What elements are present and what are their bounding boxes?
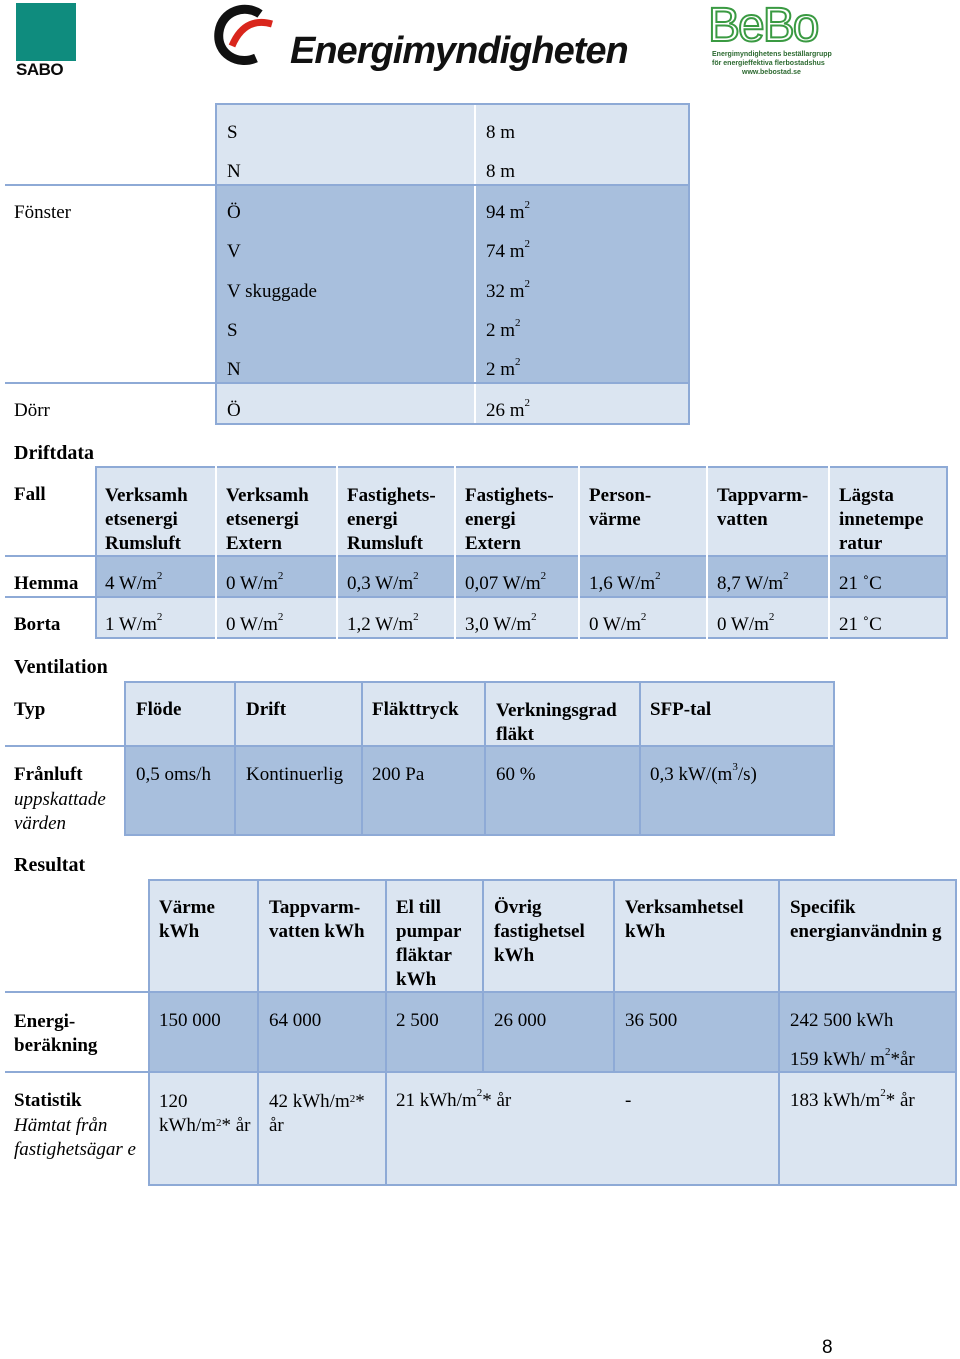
- window-value-4: [486, 238, 531, 263]
- driftdata-borta-cell-5-sup: 2: [640, 611, 647, 623]
- driftdata-header-fastighet-rumsluft: Fastighets- energi Rumsluft: [347, 485, 436, 554]
- window-value-4-sup: 2: [524, 238, 531, 250]
- resultat-stat-el-ovrig: [396, 1087, 512, 1112]
- door-value-sup: 2: [524, 397, 531, 409]
- window-dir-4: V: [227, 241, 241, 262]
- resultat-stat-el-ovrig-sup: 2: [476, 1087, 483, 1099]
- window-value-7-text: 2 m: [486, 359, 516, 380]
- resultat-energi-specifik-sup: 2: [885, 1046, 891, 1058]
- ventilation-sfp-value: [650, 761, 757, 786]
- resultat-header-verksamhetsel: Verksamhetsel kWh: [625, 897, 744, 942]
- window-value-7: [486, 356, 521, 381]
- driftdata-borta-cell-1: [105, 611, 163, 636]
- dorr-top-line: [5, 382, 690, 384]
- driftdata-header-verksamhet-rumsluft: Verksamh etsenergi Rumsluft: [105, 485, 188, 554]
- resultat-stat-specifik: [790, 1087, 915, 1112]
- driftdata-col-border-7: [828, 466, 830, 639]
- windows-table-border-right: [688, 103, 690, 424]
- window-value-1: 8 m: [486, 122, 516, 143]
- driftdata-hemma-cell-4: [465, 570, 547, 595]
- resultat-stat-tappvarmvatten-sup: 2: [349, 1093, 356, 1105]
- window-dir-6: S: [227, 320, 238, 341]
- resultat-col-border-4: [482, 879, 484, 1073]
- driftdata-top-border: [95, 466, 948, 468]
- ventilation-typ-franluft: Frånluft: [14, 764, 83, 785]
- driftdata-hemma-cell-2: [226, 570, 284, 595]
- driftdata-hemma-cell-6-text: 8,7 W/m: [717, 573, 784, 594]
- resultat-energi-el-pumpar: 2 500: [396, 1010, 439, 1031]
- driftdata-hemma-cell-2-sup: 2: [277, 570, 284, 582]
- window-value-6-text: 2 m: [486, 320, 516, 341]
- ventilation-col-border-2: [234, 681, 236, 836]
- driftdata-borta-cell-4-text: 3,0 W/m: [465, 614, 532, 635]
- resultat-stat-varme: [159, 1090, 251, 1138]
- driftdata-col-border-5: [578, 466, 580, 639]
- sabo-logo-text: SABO: [16, 60, 64, 79]
- windows-table-bg-door: [216, 383, 689, 423]
- resultat-energi-label: Energi- beräkning: [14, 1011, 98, 1056]
- driftdata-row-hemma-label: Hemma: [14, 573, 79, 594]
- resultat-col-border-3: [385, 879, 387, 1186]
- driftdata-borta-temp: 21 ˚C: [839, 614, 882, 635]
- energimyndigheten-logo-icon: [212, 2, 274, 72]
- driftdata-header-fastighet-extern: Fastighets- energi Extern: [465, 485, 554, 554]
- resultat-stat-tappvarmvatten: [269, 1090, 381, 1138]
- ventilation-drift-value: Kontinuerlig: [246, 764, 344, 785]
- resultat-col-border-6: [778, 879, 780, 1186]
- driftdata-hemma-cell-1-sup: 2: [156, 570, 163, 582]
- dorr-bottom-line: [215, 423, 690, 425]
- window-dir-1: S: [227, 122, 238, 143]
- driftdata-header-verksamhet-extern: Verksamh etsenergi Extern: [226, 485, 309, 554]
- driftdata-borta-cell-4: [465, 611, 537, 636]
- ventilation-header-flakttryck: Fläkttryck: [372, 699, 459, 720]
- bebo-tagline: [712, 50, 832, 77]
- dorr-label: Dörr: [14, 400, 50, 421]
- window-value-4-text: 74 m: [486, 241, 525, 262]
- ventilation-flakttryck-value: 200 Pa: [372, 764, 425, 785]
- resultat-col-border-5: [613, 879, 615, 1073]
- driftdata-col-border-1: [95, 466, 97, 639]
- window-dir-3: Ö: [227, 202, 241, 223]
- fonster-top-line: [5, 184, 690, 186]
- ventilation-sfp-post: /s): [737, 764, 757, 785]
- driftdata-borta-cell-3-sup: 2: [413, 611, 419, 623]
- ventilation-col-border-1: [124, 681, 126, 836]
- resultat-header-specifik: Specifik energianvändnin g: [790, 897, 942, 942]
- driftdata-col-border-4: [454, 466, 456, 639]
- resultat-energi-varme: 150 000: [159, 1010, 221, 1031]
- driftdata-borta-cell-2-text: 0 W/m: [226, 614, 278, 635]
- window-value-3-text: 94 m: [486, 202, 525, 223]
- driftdata-header-personvarme: Person- värme: [589, 485, 652, 530]
- energimyndigheten-logo-text: Energimyndigheten: [290, 30, 628, 72]
- driftdata-hemma-cell-6-sup: 2: [783, 570, 789, 582]
- driftdata-row-border: [5, 596, 948, 598]
- window-value-5-sup: 2: [524, 278, 531, 290]
- bebo-tagline-line2: för energieffektiva flerbostadshus: [712, 60, 825, 67]
- door-value-text: 26 m: [486, 400, 525, 421]
- ventilation-header-verkningsgrad: Verkningsgrad fläkt: [496, 700, 617, 745]
- resultat-energi-specifik: 242 500 kWh: [790, 1010, 894, 1031]
- ventilation-header-typ: Typ: [14, 699, 46, 720]
- resultat-col-border-7: [955, 879, 957, 1186]
- driftdata-borta-cell-3: [347, 611, 419, 636]
- resultat-stat-specifik-post: * år: [885, 1090, 915, 1111]
- bebo-tagline-line1: Energimyndighetens beställargrupp: [712, 51, 832, 58]
- driftdata-borta-cell-1-sup: 2: [156, 611, 163, 623]
- window-value-3: [486, 199, 531, 224]
- resultat-stat-specifik-pre: 183 kWh/m: [790, 1090, 881, 1111]
- driftdata-hemma-cell-4-sup: 2: [540, 570, 547, 582]
- driftdata-hemma-cell-1-text: 4 W/m: [105, 573, 157, 594]
- driftdata-borta-cell-2: [226, 611, 284, 636]
- driftdata-borta-cell-1-text: 1 W/m: [105, 614, 157, 635]
- resultat-col-border-1: [148, 879, 150, 1186]
- ventilation-verkningsgrad-value: 60 %: [496, 764, 536, 785]
- resultat-energi-tappvarmvatten: 64 000: [269, 1010, 322, 1031]
- page-number: 8: [822, 1337, 833, 1358]
- resultat-stat-specifik-sup: 2: [880, 1087, 886, 1099]
- ventilation-col-border-3: [361, 681, 363, 836]
- resultat-stat-varme-pre: 120 kWh/m: [159, 1091, 216, 1136]
- driftdata-borta-cell-6-sup: 2: [768, 611, 775, 623]
- driftdata-borta-cell-5-text: 0 W/m: [589, 614, 641, 635]
- driftdata-header-fall: Fall: [14, 484, 46, 505]
- bebo-url: www.bebostad.se: [742, 69, 801, 76]
- resultat-header-varme: Värme kWh: [159, 897, 215, 942]
- window-dir-2: N: [227, 161, 241, 182]
- driftdata-col-border-8: [946, 466, 948, 639]
- driftdata-hemma-cell-1: [105, 570, 163, 595]
- driftdata-col-border-6: [706, 466, 708, 639]
- window-dir-5: V skuggade: [227, 281, 317, 302]
- window-value-3-sup: 2: [524, 199, 531, 211]
- ventilation-header-bg: [125, 682, 833, 745]
- sabo-logo: [16, 3, 76, 61]
- driftdata-hemma-cell-3-text: 0,3 W/m: [347, 573, 414, 594]
- resultat-energi-specifik-per-m2: [790, 1046, 915, 1071]
- driftdata-borta-cell-4-sup: 2: [531, 611, 537, 623]
- resultat-stat-varme-sup: 2: [216, 1117, 222, 1129]
- driftdata-hemma-cell-5: [589, 570, 661, 595]
- ventilation-heading: Ventilation: [14, 656, 108, 678]
- resultat-stat-tappvarmvatten-pre: 42 kWh/m: [269, 1091, 350, 1112]
- bebo-logo: BeBo: [708, 0, 818, 52]
- driftdata-borta-cell-2-sup: 2: [277, 611, 284, 623]
- resultat-stat-verksamhetsel: -: [625, 1090, 632, 1111]
- resultat-statistik-note: Hämtat från fastighetsägar e: [14, 1115, 136, 1160]
- ventilation-header-drift: Drift: [246, 699, 287, 720]
- windows-table-border-mid: [474, 103, 476, 424]
- resultat-stat-el-ovrig-post: * år: [482, 1090, 512, 1111]
- driftdata-hemma-cell-5-sup: 2: [655, 570, 661, 582]
- ventilation-col-border-6: [833, 681, 835, 836]
- resultat-header-el-pumpar: El till pumpar fläktar kWh: [396, 897, 462, 990]
- window-value-2: 8 m: [486, 161, 516, 182]
- window-value-5-text: 32 m: [486, 281, 525, 302]
- ventilation-header-border: [5, 745, 834, 747]
- fonster-label: Fönster: [14, 202, 71, 223]
- driftdata-heading: Driftdata: [14, 442, 94, 464]
- driftdata-hemma-cell-3-sup: 2: [413, 570, 419, 582]
- driftdata-borta-cell-3-text: 1,2 W/m: [347, 614, 414, 635]
- resultat-header-tappvarmvatten: Tappvarm- vatten kWh: [269, 897, 365, 942]
- driftdata-hemma-cell-4-text: 0,07 W/m: [465, 573, 541, 594]
- driftdata-row-borta-label: Borta: [14, 614, 61, 635]
- driftdata-borta-cell-5: [589, 611, 647, 636]
- ventilation-header-sfp: SFP-tal: [650, 699, 712, 720]
- driftdata-hemma-temp: 21 ˚C: [839, 573, 882, 594]
- windows-table-border-left: [215, 103, 217, 424]
- windows-table-bg-top: [216, 104, 689, 184]
- ventilation-typ-note: uppskattade värden: [14, 789, 106, 834]
- resultat-stat-el-ovrig-pre: 21 kWh/m: [396, 1090, 477, 1111]
- ventilation-row-bg: [125, 747, 833, 835]
- resultat-energi-specifik-pre: 159 kWh/ m: [790, 1049, 885, 1070]
- door-dir: Ö: [227, 400, 241, 421]
- driftdata-bottom-border: [95, 637, 948, 639]
- resultat-energi-verksamhetsel: 36 500: [625, 1010, 678, 1031]
- driftdata-col-border-2: [215, 466, 217, 639]
- driftdata-hemma-cell-5-text: 1,6 W/m: [589, 573, 656, 594]
- driftdata-header-lagsta-temp: Lägsta innetempe ratur: [839, 485, 924, 554]
- driftdata-hemma-cell-2-text: 0 W/m: [226, 573, 278, 594]
- resultat-stat-tappvarmvatten-post: * år: [269, 1091, 365, 1136]
- driftdata-header-tappvarmvatten: Tappvarm- vatten: [717, 485, 809, 530]
- ventilation-col-border-5: [639, 681, 641, 836]
- windows-table-border-top: [215, 103, 690, 105]
- resultat-stat-varme-post: * år: [221, 1115, 251, 1136]
- ventilation-header-flode: Flöde: [136, 699, 182, 720]
- ventilation-sfp-sup: 3: [732, 761, 738, 773]
- ventilation-sfp-pre: 0,3 kW/(m: [650, 764, 733, 785]
- window-dir-7: N: [227, 359, 241, 380]
- driftdata-hemma-cell-6: [717, 570, 789, 595]
- window-value-7-sup: 2: [515, 356, 521, 368]
- resultat-bottom-border: [148, 1184, 957, 1186]
- door-value: [486, 397, 531, 422]
- window-value-5: [486, 278, 531, 303]
- resultat-top-border: [148, 879, 957, 881]
- resultat-heading: Resultat: [14, 854, 86, 876]
- driftdata-borta-cell-6: [717, 611, 775, 636]
- driftdata-col-border-3: [336, 466, 338, 639]
- ventilation-flode-value: 0,5 oms/h: [136, 764, 211, 785]
- ventilation-top-border: [124, 681, 834, 683]
- window-value-6-sup: 2: [515, 317, 521, 329]
- resultat-header-ovrig-fastighetsel: Övrig fastighetsel kWh: [494, 897, 585, 966]
- resultat-col-border-2: [257, 879, 259, 1186]
- resultat-statistik-label: Statistik: [14, 1090, 82, 1111]
- ventilation-col-border-4: [484, 681, 486, 836]
- resultat-energi-specifik-post: *år: [890, 1049, 915, 1070]
- resultat-energi-ovrig: 26 000: [494, 1010, 547, 1031]
- ventilation-bottom-border: [124, 834, 834, 836]
- driftdata-borta-cell-6-text: 0 W/m: [717, 614, 769, 635]
- driftdata-hemma-cell-3: [347, 570, 419, 595]
- window-value-6: [486, 317, 521, 342]
